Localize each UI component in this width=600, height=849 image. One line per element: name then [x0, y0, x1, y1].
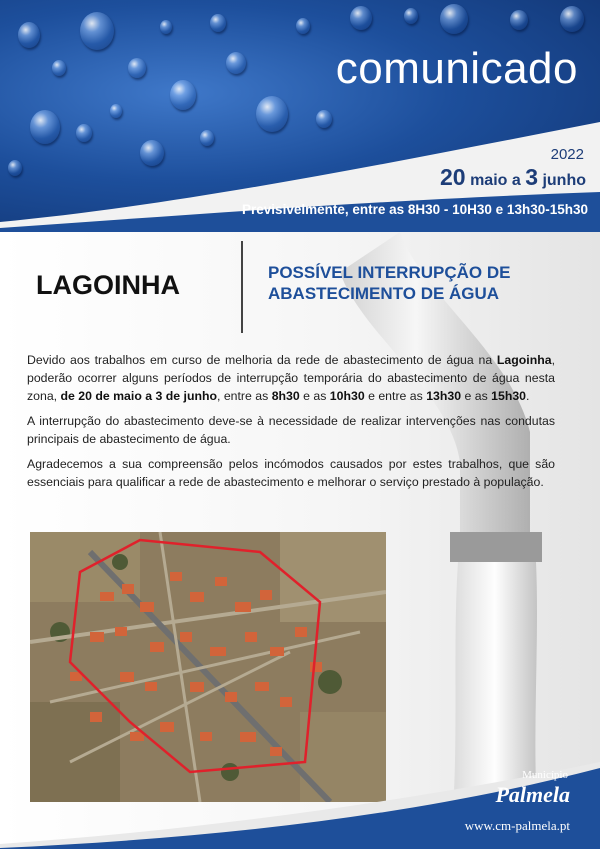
date-end-day: 3 — [525, 164, 538, 190]
p1-bold-time: 15h30 — [491, 389, 527, 403]
palmela-logo: Palmela — [495, 782, 570, 807]
notice-subject — [268, 262, 510, 304]
date-start-month: maio a — [470, 172, 521, 189]
municipality-label: Município — [522, 769, 568, 781]
website-url: www.cm-palmela.pt — [464, 818, 570, 833]
paragraph-1 — [27, 351, 555, 405]
header-banner — [0, 0, 600, 232]
paragraph-2: A interrupção do abastecimento deve-se à necessidade de realizar intervenções nas condutas principais de abastecimento de água. — [27, 414, 555, 446]
header-wave-band — [0, 0, 600, 232]
page-title: comunicado — [335, 44, 578, 93]
p1-bold-time: 8h30 — [271, 389, 300, 403]
p1-text: e as — [299, 389, 330, 403]
schedule-text: Previsivelmente, entre as 8H30 - 10H30 e 13h30-15h30 — [242, 202, 588, 217]
p1-text: e as — [461, 389, 492, 403]
paragraph-3: Agradecemos a sua compreensão pelos incómodos causados por estes trabalhos, que são essenciais para qualificar a rede de abastecimento e melhorar o serviço prestado à população. — [27, 457, 555, 489]
p1-bold-dates: de 20 de maio a 3 de junho — [60, 389, 217, 403]
date-start-day: 20 — [440, 164, 466, 190]
p1-bold-time: 13h30 — [426, 389, 462, 403]
p1-text: e entre as — [364, 389, 427, 403]
p1-text: , poderão ocorrer alguns períodos de interrupção temporária do abastecimento de água nesta zona, — [27, 353, 555, 403]
date-end-month: junho — [542, 172, 586, 189]
year-label: 2022 — [550, 146, 584, 163]
date-range — [440, 164, 586, 191]
p1-text: Devido aos trabalhos em curso de melhoria da rede de abastecimento de água na — [27, 353, 497, 367]
p1-text: , entre as — [217, 389, 272, 403]
location-name: LAGOINHA — [36, 270, 180, 300]
vertical-divider — [241, 241, 243, 333]
p1-text: . — [526, 389, 530, 403]
notice-body — [27, 351, 555, 498]
p1-bold-time: 10h30 — [329, 389, 365, 403]
subject-line-2: ABASTECIMENTO DE ÁGUA — [268, 284, 500, 303]
subject-line-1: POSSÍVEL INTERRUPÇÃO DE — [268, 263, 511, 282]
p1-bold-place: Lagoinha — [496, 353, 552, 367]
